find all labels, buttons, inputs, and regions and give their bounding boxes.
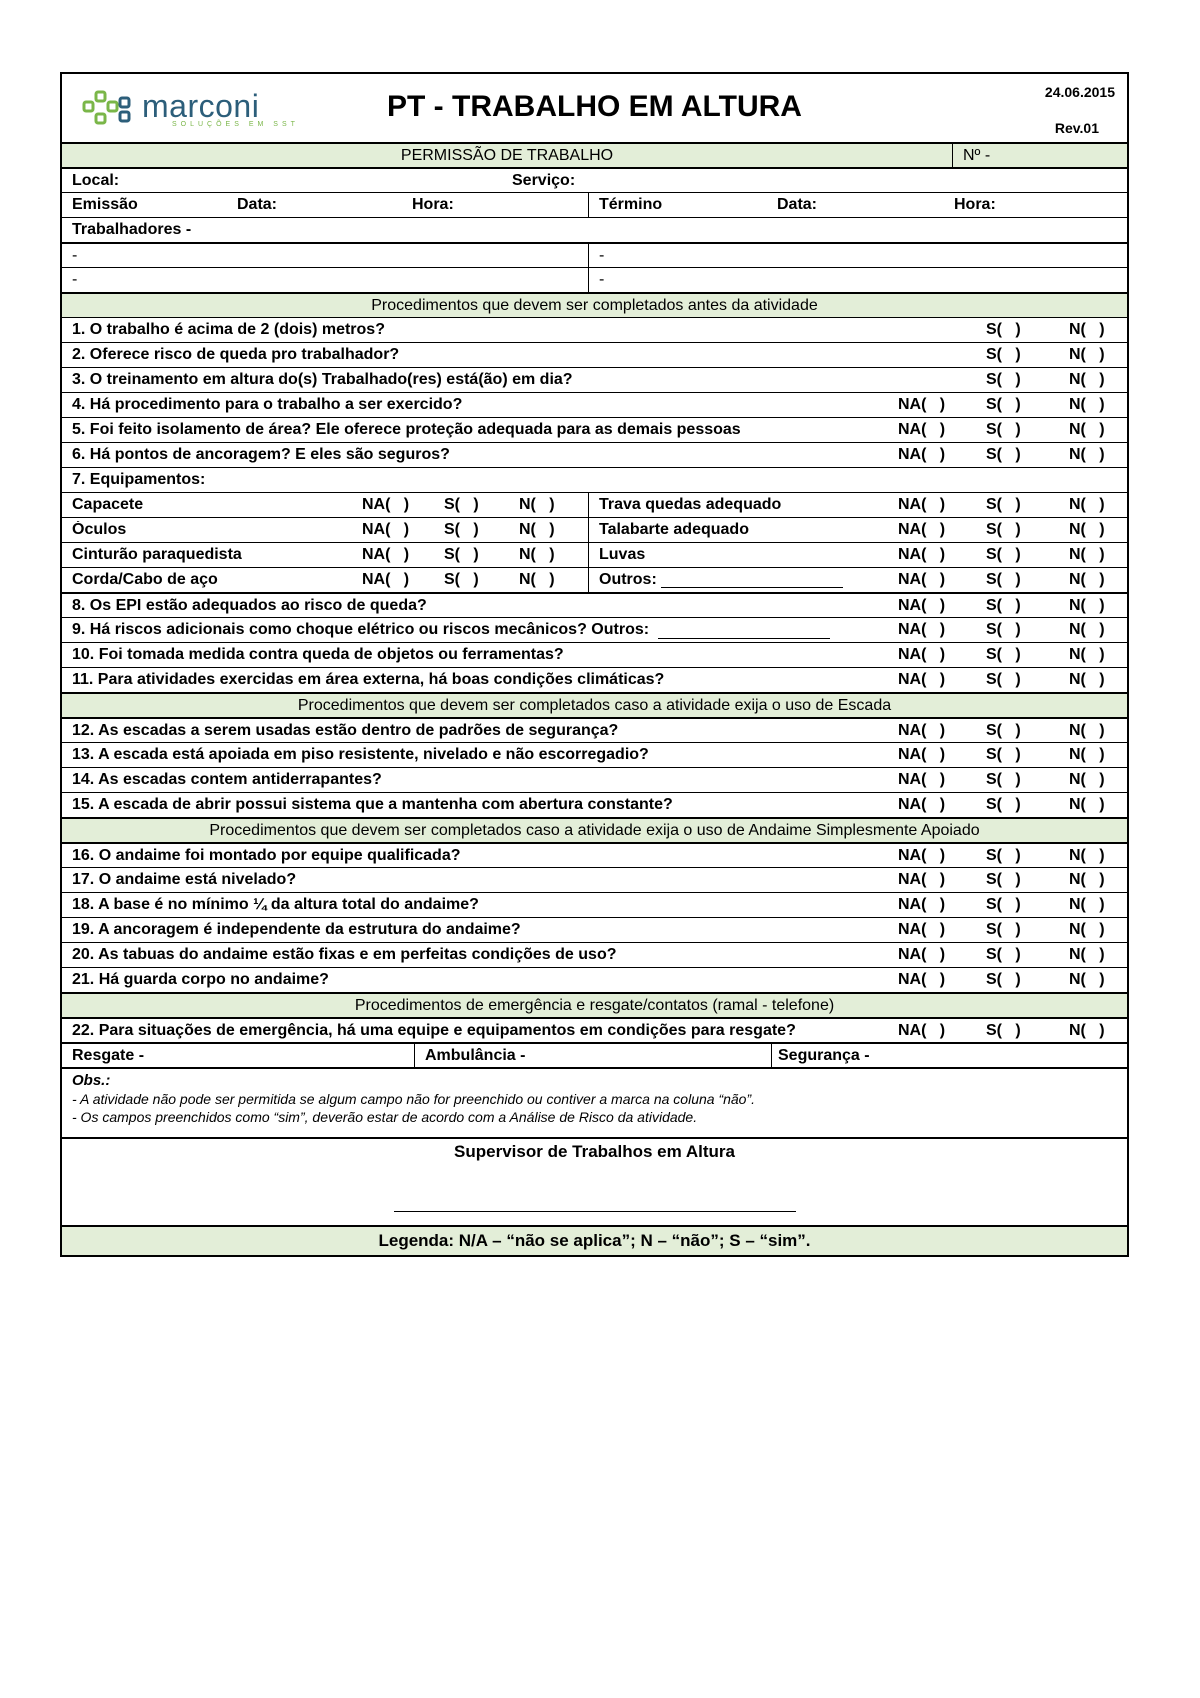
na-checkbox[interactable]: NA( ): [898, 521, 946, 538]
question-text: 13. A escada está apoiada em piso resistente, nivelado e não escorregadio?: [72, 746, 649, 763]
question-text: 21. Há guarda corpo no andaime?: [72, 971, 329, 988]
nao-checkbox[interactable]: N( ): [1069, 671, 1105, 688]
nao-checkbox[interactable]: N( ): [1069, 546, 1105, 563]
question-text: 17. O andaime está nivelado?: [72, 871, 297, 888]
question-text: 15. A escada de abrir possui sistema que a mantenha com abertura constante?: [72, 796, 673, 813]
sim-checkbox[interactable]: S( ): [986, 921, 1021, 938]
worker-line-row: [62, 242, 1127, 267]
checklist-row: [62, 967, 1127, 992]
nao-checkbox[interactable]: N( ): [1069, 521, 1105, 538]
nao-checkbox[interactable]: N( ): [1069, 371, 1105, 388]
checklist-row: [62, 317, 1127, 342]
other-risks-field[interactable]: [658, 624, 830, 639]
na-checkbox[interactable]: NA( ): [898, 721, 946, 739]
na-checkbox[interactable]: NA( ): [898, 421, 946, 438]
na-checkbox[interactable]: NA( ): [898, 621, 946, 638]
na-checkbox[interactable]: NA( ): [898, 446, 946, 463]
sim-checkbox[interactable]: S( ): [986, 596, 1021, 614]
permit-form: [60, 72, 1129, 1257]
ambulancia-field[interactable]: Ambulância -: [414, 1044, 771, 1067]
legend: Legenda: N/A – “não se aplica”; N – “não”; S – “sim”.: [62, 1225, 1127, 1255]
na-checkbox[interactable]: NA( ): [898, 796, 946, 813]
sim-checkbox[interactable]: S( ): [986, 346, 1021, 363]
question-text: 9. Há riscos adicionais como choque elétrico ou riscos mecânicos? Outros:: [72, 621, 650, 638]
section-header: Procedimentos que devem ser completados caso a atividade exija o uso de Andaime Simplesmente Apoiado: [62, 817, 1127, 842]
dates-row: [62, 192, 1127, 217]
equipment-item: Outros:: [599, 571, 657, 588]
termino-data-label: Data:: [777, 196, 818, 213]
equipment-item: Talabarte adequado: [588, 518, 888, 542]
sim-checkbox[interactable]: S( ): [986, 971, 1021, 988]
checklist-row: [62, 867, 1127, 892]
nao-checkbox[interactable]: N( ): [1069, 1021, 1105, 1039]
equipment-item: Capacete: [72, 496, 144, 513]
equipment-other: [588, 568, 888, 592]
checklist-row: [62, 417, 1127, 442]
local-label: Local:: [72, 171, 120, 189]
equipment-row: [62, 567, 1127, 592]
question-text: 8. Os EPI estão adequados ao risco de queda?: [72, 596, 427, 614]
worker-entry: -: [588, 244, 1127, 267]
obs-line: - Os campos preenchidos como “sim”, deverão estar de acordo com a Análise de Risco da atividade.: [72, 1109, 698, 1125]
equipment-item: Óculos: [72, 521, 127, 538]
workers-label: Trabalhadores -: [72, 221, 192, 238]
section-header: Procedimentos que devem ser completados caso a atividade exija o uso de Escada: [62, 692, 1127, 717]
equipment-row: [62, 542, 1127, 567]
section-header: Procedimentos de emergência e resgate/contatos (ramal - telefone): [62, 992, 1127, 1017]
equipment-item: Trava quedas adequado: [588, 493, 888, 517]
nao-checkbox[interactable]: N( ): [1069, 596, 1105, 614]
checklist-row: [62, 892, 1127, 917]
form-title: PT - TRABALHO EM ALTURA: [387, 90, 802, 123]
nao-checkbox[interactable]: N( ): [1069, 771, 1105, 788]
na-checkbox[interactable]: NA( ): [362, 496, 410, 513]
checklist-row: [62, 792, 1127, 817]
obs-line: - A atividade não pode ser permitida se algum campo não for preenchido ou contiver a marca na coluna “não”.: [72, 1091, 756, 1107]
na-checkbox[interactable]: NA( ): [898, 671, 946, 688]
sim-checkbox[interactable]: S( ): [986, 421, 1021, 438]
nao-checkbox[interactable]: N( ): [1069, 346, 1105, 363]
nao-checkbox[interactable]: N( ): [1069, 896, 1105, 913]
nao-checkbox[interactable]: N( ): [1069, 846, 1105, 864]
nao-checkbox[interactable]: N( ): [1069, 871, 1105, 888]
section-header: Procedimentos que devem ser completados antes da atividade: [62, 292, 1127, 317]
sim-checkbox[interactable]: S( ): [986, 746, 1021, 763]
nao-checkbox[interactable]: N( ): [1069, 721, 1105, 739]
question-text: 11. Para atividades exercidas em área externa, há boas condições climáticas?: [72, 671, 665, 688]
sim-checkbox[interactable]: S( ): [444, 496, 479, 513]
question-text: 18. A base é no mínimo ¼ da altura total do andaime?: [72, 896, 479, 913]
question-text: 16. O andaime foi montado por equipe qualificada?: [72, 846, 461, 864]
checklist-row: [62, 367, 1127, 392]
checklist-row: [62, 842, 1127, 867]
equipment-title: 7. Equipamentos:: [72, 471, 206, 488]
checklist-row: [62, 667, 1127, 692]
question-text: 4. Há procedimento para o trabalho a ser exercido?: [72, 396, 463, 413]
equipment-item: Luvas: [588, 543, 888, 567]
nao-checkbox[interactable]: N( ): [519, 496, 555, 513]
na-checkbox[interactable]: NA( ): [898, 771, 946, 788]
observations: [62, 1067, 1127, 1137]
na-checkbox[interactable]: NA( ): [898, 596, 946, 614]
equipment-row: [62, 492, 1127, 517]
worker-entry: -: [588, 268, 1127, 292]
question-text: 3. O treinamento em altura do(s) Trabalhado(res) está(ão) em dia?: [72, 371, 573, 388]
na-checkbox[interactable]: NA( ): [898, 946, 946, 963]
checklist-row: [62, 617, 1127, 642]
question-text: 2. Oferece risco de queda pro trabalhador?: [72, 346, 400, 363]
local-row: [62, 167, 1127, 192]
sim-checkbox[interactable]: S( ): [986, 496, 1021, 513]
na-checkbox[interactable]: NA( ): [362, 521, 410, 538]
sim-checkbox[interactable]: S( ): [444, 546, 479, 563]
na-checkbox[interactable]: NA( ): [898, 971, 946, 988]
emissao-label: Emissão: [72, 196, 138, 213]
nao-checkbox[interactable]: N( ): [1069, 946, 1105, 963]
question-text: 12. As escadas a serem usadas estão dentro de padrões de segurança?: [72, 721, 619, 739]
nao-checkbox[interactable]: N( ): [1069, 971, 1105, 988]
question-text: 10. Foi tomada medida contra queda de objetos ou ferramentas?: [72, 646, 564, 663]
na-checkbox[interactable]: NA( ): [898, 746, 946, 763]
nao-checkbox[interactable]: N( ): [1069, 496, 1105, 513]
nao-checkbox[interactable]: N( ): [1069, 796, 1105, 813]
na-checkbox[interactable]: NA( ): [362, 546, 410, 563]
form-revision: Rev.01: [1054, 120, 1099, 136]
checklist-row: [62, 717, 1127, 742]
sim-checkbox[interactable]: S( ): [986, 621, 1021, 638]
servico-label: Serviço:: [512, 171, 576, 189]
nao-checkbox[interactable]: N( ): [1069, 921, 1105, 938]
equipment-row: [62, 517, 1127, 542]
resgate-field[interactable]: Resgate -: [72, 1046, 145, 1064]
nao-checkbox[interactable]: N( ): [1069, 621, 1105, 638]
na-checkbox[interactable]: NA( ): [898, 846, 946, 864]
sim-checkbox[interactable]: S( ): [986, 846, 1021, 864]
sim-checkbox[interactable]: S( ): [986, 871, 1021, 888]
sim-checkbox[interactable]: S( ): [986, 646, 1021, 663]
seguranca-field[interactable]: Segurança -: [771, 1044, 1127, 1067]
equipment-item: Corda/Cabo de aço: [72, 571, 218, 588]
checklist-row: [62, 917, 1127, 942]
sim-checkbox[interactable]: S( ): [986, 546, 1021, 563]
worker-line-row: [62, 267, 1127, 292]
na-checkbox[interactable]: NA( ): [898, 1021, 946, 1039]
logo-text: marconi: [142, 87, 260, 124]
checklist-row: [62, 342, 1127, 367]
sim-checkbox[interactable]: S( ): [986, 321, 1021, 338]
emissao-data-label: Data:: [237, 196, 278, 213]
permit-title: PERMISSÃO DE TRABALHO: [400, 146, 614, 164]
nao-checkbox[interactable]: N( ): [519, 521, 555, 538]
question-text: 20. As tabuas do andaime estão fixas e em perfeitas condições de uso?: [72, 946, 617, 963]
na-checkbox[interactable]: NA( ): [898, 871, 946, 888]
termino-hora-label: Hora:: [954, 196, 996, 213]
checklist-row: [62, 442, 1127, 467]
sim-checkbox[interactable]: S( ): [986, 521, 1021, 538]
emissao-hora-label: Hora:: [412, 196, 454, 213]
nao-checkbox[interactable]: N( ): [1069, 396, 1105, 413]
na-checkbox[interactable]: NA( ): [362, 571, 410, 588]
question-text: 14. As escadas contem antiderrapantes?: [72, 771, 382, 788]
checklist-row: [62, 1017, 1127, 1042]
question-text: 22. Para situações de emergência, há uma equipe e equipamentos em condições para resgate?: [72, 1021, 796, 1039]
sim-checkbox[interactable]: S( ): [986, 671, 1021, 688]
form-header: [62, 74, 1127, 142]
checklist-row: [62, 592, 1127, 617]
na-checkbox[interactable]: NA( ): [898, 396, 946, 413]
nao-checkbox[interactable]: N( ): [1069, 646, 1105, 663]
nao-checkbox[interactable]: N( ): [1069, 446, 1105, 463]
supervisor-label: Supervisor de Trabalhos em Altura: [454, 1142, 735, 1161]
logo-subtitle: SOLUÇÕES EM SST: [172, 120, 299, 128]
na-checkbox[interactable]: NA( ): [898, 496, 946, 513]
question-with-field: [62, 621, 830, 639]
sim-checkbox[interactable]: S( ): [986, 896, 1021, 913]
checklist-row: [62, 392, 1127, 417]
permit-number: Nº -: [952, 144, 1127, 167]
sim-checkbox[interactable]: S( ): [986, 396, 1021, 413]
checklist-row: [62, 742, 1127, 767]
equipment-item: Cinturão paraquedista: [72, 546, 242, 563]
sim-checkbox[interactable]: S( ): [986, 571, 1021, 588]
nao-checkbox[interactable]: N( ): [1069, 321, 1105, 338]
na-checkbox[interactable]: NA( ): [898, 646, 946, 663]
nao-checkbox[interactable]: N( ): [1069, 746, 1105, 763]
sim-checkbox[interactable]: S( ): [986, 1021, 1021, 1039]
sim-checkbox[interactable]: S( ): [986, 371, 1021, 388]
contacts-row: [62, 1042, 1127, 1067]
na-checkbox[interactable]: NA( ): [898, 546, 946, 563]
sim-checkbox[interactable]: S( ): [986, 796, 1021, 813]
checklist-row: [62, 942, 1127, 967]
equipment-title-row: [62, 467, 1127, 492]
question-text: 6. Há pontos de ancoragem? E eles são seguros?: [72, 446, 450, 463]
question-text: 1. O trabalho é acima de 2 (dois) metros?: [72, 321, 385, 338]
checklist-row: [62, 767, 1127, 792]
workers-row: [62, 217, 1127, 242]
supervisor-section: [62, 1137, 1127, 1225]
na-checkbox[interactable]: NA( ): [898, 896, 946, 913]
worker-entry: -: [72, 271, 78, 288]
checklist-row: [62, 642, 1127, 667]
sim-checkbox[interactable]: S( ): [986, 721, 1021, 739]
sim-checkbox[interactable]: S( ): [444, 521, 479, 538]
sim-checkbox[interactable]: S( ): [986, 946, 1021, 963]
sim-checkbox[interactable]: S( ): [986, 771, 1021, 788]
signature-line[interactable]: [394, 1211, 796, 1212]
other-equipment-field[interactable]: [661, 573, 843, 588]
sim-checkbox[interactable]: S( ): [444, 571, 479, 588]
form-date: 24.06.2015: [1044, 84, 1115, 100]
nao-checkbox[interactable]: N( ): [519, 571, 555, 588]
termino-label: Término: [588, 193, 777, 217]
question-text: 5. Foi feito isolamento de área? Ele oferece proteção adequada para as demais pessoas: [72, 421, 741, 438]
permit-title-row: [62, 142, 1127, 167]
na-checkbox[interactable]: NA( ): [898, 921, 946, 938]
nao-checkbox[interactable]: N( ): [1069, 571, 1105, 588]
nao-checkbox[interactable]: N( ): [1069, 421, 1105, 438]
obs-title: Obs.:: [72, 1072, 111, 1089]
nao-checkbox[interactable]: N( ): [519, 546, 555, 563]
na-checkbox[interactable]: NA( ): [898, 571, 946, 588]
sim-checkbox[interactable]: S( ): [986, 446, 1021, 463]
worker-entry: -: [72, 246, 78, 264]
question-text: 19. A ancoragem é independente da estrutura do andaime?: [72, 921, 521, 938]
